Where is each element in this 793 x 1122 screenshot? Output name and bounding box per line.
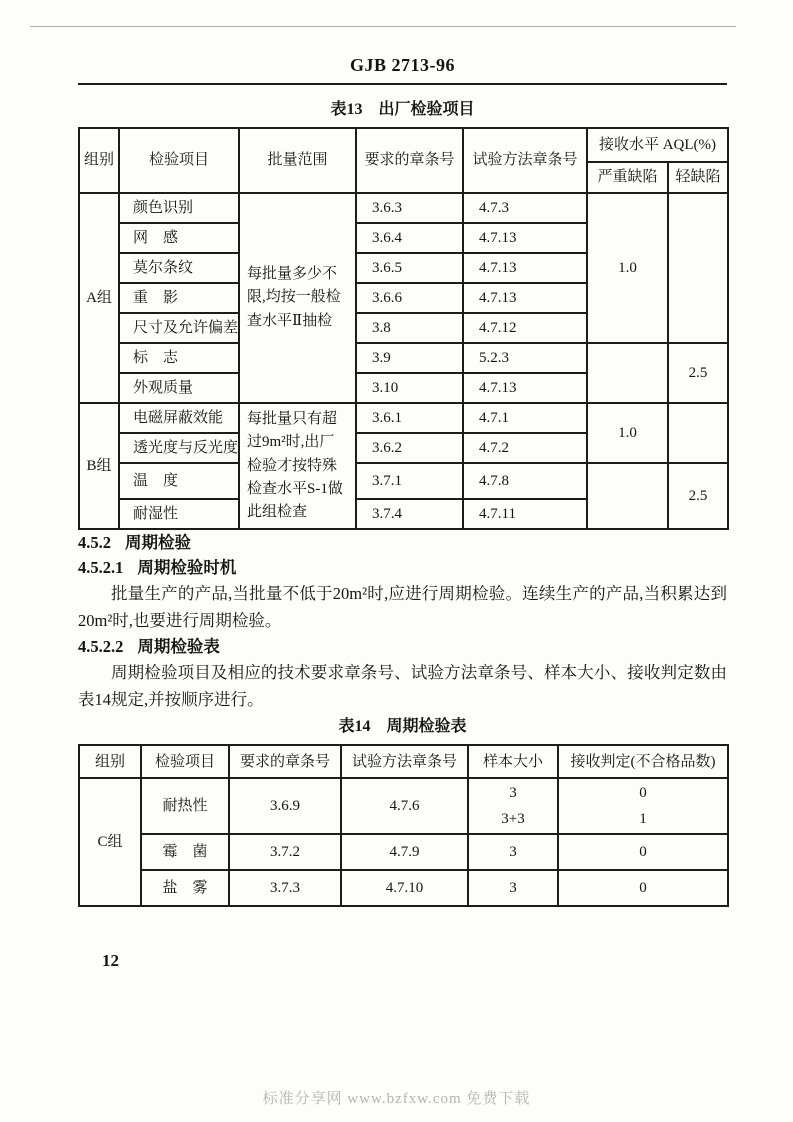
item-cell: 电磁屏蔽效能 [119,403,239,433]
section-title: 周期检验时机 [137,558,237,578]
item-cell: 霉 菌 [141,834,229,870]
test-cell: 4.7.10 [341,870,468,906]
col-header-req-clause: 要求的章条号 [356,128,463,193]
col-header-test-clause: 试验方法章条号 [341,745,468,778]
col-header-group: 组别 [79,745,141,778]
group-b-serious-aql-empty [587,463,668,529]
page-number: 12 [102,951,119,971]
test-cell: 5.2.3 [463,343,587,373]
table14-periodic-inspection [78,744,729,907]
group-a-minor-aql-empty [668,193,728,343]
section-heading-452 [78,530,727,555]
test-cell: 4.7.12 [463,313,587,343]
item-cell: 网 感 [119,223,239,253]
req-cell: 3.9 [356,343,463,373]
col-header-serious-defect: 严重缺陷 [587,162,668,193]
item-cell: 温 度 [119,463,239,499]
sample-size-line: 3 [509,785,517,802]
section-number: 4.5.2 [78,533,111,553]
group-b-label: B组 [79,403,119,529]
item-cell: 耐湿性 [119,499,239,529]
req-cell: 3.6.5 [356,253,463,283]
item-cell: 外观质量 [119,373,239,403]
col-header-minor-defect: 轻缺陷 [668,162,728,193]
test-cell: 4.7.6 [341,778,468,834]
req-cell: 3.6.4 [356,223,463,253]
group-a-label: A组 [79,193,119,403]
item-cell: 颜色识别 [119,193,239,223]
accept-cell: 0 [558,834,728,870]
group-a-minor-aql: 2.5 [668,343,728,403]
col-header-test-clause: 试验方法章条号 [463,128,587,193]
section-number: 4.5.2.1 [78,558,124,578]
req-cell: 3.6.6 [356,283,463,313]
col-header-batch-range: 批量范围 [239,128,356,193]
req-cell: 3.7.4 [356,499,463,529]
section-heading-4521 [78,555,727,580]
item-cell: 尺寸及允许偏差 [119,313,239,343]
req-cell: 3.7.1 [356,463,463,499]
test-cell: 4.7.3 [463,193,587,223]
header-rule [78,83,727,85]
req-cell: 3.6.9 [229,778,341,834]
item-cell: 重 影 [119,283,239,313]
req-cell: 3.7.2 [229,834,341,870]
test-cell: 4.7.13 [463,253,587,283]
req-cell: 3.10 [356,373,463,403]
test-cell: 4.7.13 [463,373,587,403]
accept-cell: 0 [558,870,728,906]
accept-line: 1 [639,811,647,828]
table-row [79,193,728,223]
item-cell: 盐 雾 [141,870,229,906]
test-cell: 4.7.2 [463,433,587,463]
col-header-sample-size: 样本大小 [468,745,558,778]
table-row [79,463,728,499]
section-number: 4.5.2.2 [78,637,124,657]
sample-size-cell [468,778,558,834]
req-cell: 3.7.3 [229,870,341,906]
section-title: 周期检验 [125,533,191,553]
col-header-group: 组别 [79,128,119,193]
group-b-minor-aql-empty [668,403,728,463]
table-row [79,403,728,433]
table-row [79,778,728,834]
table-row [79,870,728,906]
col-header-item: 检验项目 [141,745,229,778]
group-a-serious-aql-empty [587,343,668,403]
test-cell: 4.7.13 [463,223,587,253]
test-cell: 4.7.13 [463,283,587,313]
req-cell: 3.8 [356,313,463,343]
req-cell: 3.6.1 [356,403,463,433]
table13-title: 表13 出厂检验项目 [330,101,475,118]
table14-title: 表14 周期检验表 [338,718,467,736]
req-cell: 3.6.3 [356,193,463,223]
group-b-serious-aql: 1.0 [587,403,668,463]
item-cell: 耐热性 [141,778,229,834]
watermark: 标准分享网 www.bzfxw.com 免费下载 [262,1091,531,1107]
group-c-label: C组 [79,778,141,906]
standard-number: GJB 2713-96 [349,55,455,75]
group-b-minor-aql: 2.5 [668,463,728,529]
item-cell: 透光度与反光度 [119,433,239,463]
item-cell: 莫尔条纹 [119,253,239,283]
col-header-aql: 接收水平 AQL(%) [587,128,728,162]
table13-factory-inspection [78,127,729,530]
col-header-item: 检验项目 [119,128,239,193]
section-heading-4522 [78,634,727,659]
sample-size-line: 3+3 [501,811,525,828]
scan-artifact-line [30,26,736,27]
test-cell: 4.7.1 [463,403,587,433]
table-row [79,834,728,870]
test-cell: 4.7.8 [463,463,587,499]
table13-header-row [79,128,728,162]
accept-line: 0 [639,785,647,802]
paragraph-periodic-timing: 批量生产的产品,当批量不低于20m²时,应进行周期检验。连续生产的产品,当积累达到20m²时,也要进行周期检验。 [78,584,727,631]
test-cell: 4.7.9 [341,834,468,870]
col-header-accept: 接收判定(不合格品数) [558,745,728,778]
group-a-batch-range: 每批量多少不限,均按一般检查水平Ⅱ抽检 [239,193,356,403]
sample-size-cell: 3 [468,870,558,906]
req-cell: 3.6.2 [356,433,463,463]
paragraph-periodic-table: 周期检验项目及相应的技术要求章条号、试验方法章条号、样本大小、接收判定数由表14规定,并按顺序进行。 [78,663,727,710]
item-cell: 标 志 [119,343,239,373]
section-title: 周期检验表 [137,637,220,657]
test-cell: 4.7.11 [463,499,587,529]
group-b-batch-range: 每批量只有超过9m²时,出厂检验才按特殊检查水平S-1做此组检查 [239,403,356,529]
table14-header-row [79,745,728,778]
group-a-serious-aql: 1.0 [587,193,668,343]
table-row [79,343,728,373]
col-header-req-clause: 要求的章条号 [229,745,341,778]
accept-cell [558,778,728,834]
sample-size-cell: 3 [468,834,558,870]
